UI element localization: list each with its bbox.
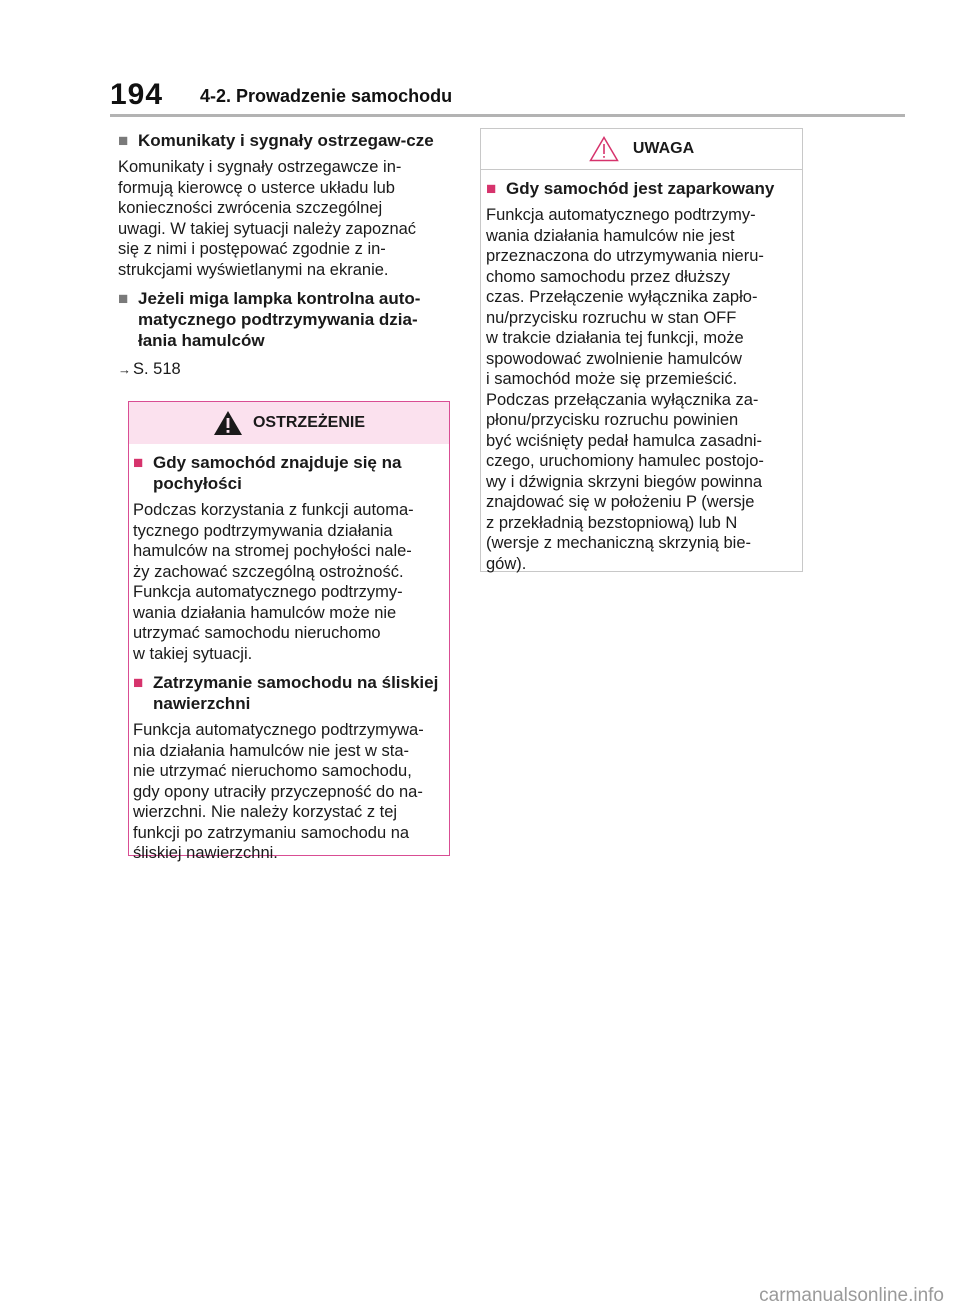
page-number: 194 xyxy=(110,78,164,111)
heading-parked xyxy=(486,178,796,199)
heading-text: Komunikaty i sygnały ostrzegaw-cze xyxy=(138,131,434,150)
notice-title: UWAGA xyxy=(632,140,695,157)
heading-text: Gdy samochód jest zaparkowany xyxy=(506,179,775,198)
arrow-right-icon: → xyxy=(118,362,131,377)
notice-body xyxy=(481,170,802,574)
warning-body xyxy=(129,444,449,864)
heading-slippery xyxy=(133,672,443,714)
heading-text: Zatrzymanie samochodu na śliskiej nawierzchni xyxy=(153,673,439,713)
paragraph-slope: Podczas korzystania z funkcji automa- tycznego podtrzymywania działania hamulców na stromej pochyłości nale- ży zachować szczególną ostrożność. Funkcja automatycznego podtrzymy- wania działania hamulców może nie utrzymać samochodu nieruchomo w takiej sytuacji. xyxy=(133,501,414,663)
notice-title-bar xyxy=(481,129,802,170)
page-reference[interactable] xyxy=(118,359,456,381)
page-reference-text: S. 518 xyxy=(133,360,181,378)
paragraph-warnings: Komunikaty i sygnały ostrzegawcze in- formują kierowcę o usterce układu lub konieczności zwrócenia szczególnej uwagi. W takiej sytuacji należy zapoznać się z nimi i postępować zgodnie z in- strukcjami wyświetlanymi na ekranie. xyxy=(118,158,417,279)
bullet-square: ■ xyxy=(133,673,144,692)
warning-title: OSTRZEŻENIE xyxy=(252,414,365,431)
heading-indicator xyxy=(118,288,456,351)
bullet-square: ■ xyxy=(486,179,497,198)
bullet-square: ■ xyxy=(118,131,129,150)
page-header xyxy=(110,78,905,118)
warning-triangle-outline-icon xyxy=(589,136,619,162)
bullet-square: ■ xyxy=(118,289,129,308)
notice-box xyxy=(480,128,803,572)
warning-box xyxy=(128,401,450,862)
warning-title-bar xyxy=(129,402,449,444)
heading-text: Jeżeli miga lampka kontrolna auto-matycznego podtrzymywania dzia-łania hamulców xyxy=(138,289,421,350)
header-divider xyxy=(110,114,905,117)
heading-slope xyxy=(133,452,443,494)
bullet-square: ■ xyxy=(133,453,144,472)
warning-triangle-filled-icon xyxy=(213,410,243,436)
left-column xyxy=(118,130,456,381)
section-title: 4-2. Prowadzenie samochodu xyxy=(200,86,453,106)
paragraph-parked: Funkcja automatycznego podtrzymy- wania działania hamulców nie jest przeznaczona do utrzymywania nieru- chomo samochodu przez dłuższy czas. Przełączenie wyłącznika zapło- nu/przycisku rozruchu w stan OFF w trakcie działania tej funkcji, może spowodować zwolnienie hamulców i samochód może się przemieścić. Podczas przełączania wyłącznika za- płonu/przycisku rozruchu powinien być wciśnięty pedał hamulca zasadni- czego, uruchomiony hamulec postojo- wy i dźwignia skrzyni biegów powinna znajdować się w położeniu P (wersje z przekładnią bezstopniową) lub N (wersje z mechaniczną skrzynią bie- gów). xyxy=(486,206,764,573)
paragraph-slippery: Funkcja automatycznego podtrzymywa- nia działania hamulców nie jest w sta- nie utrzymać nieruchomo samochodu, gdy opony utraciły przyczepność do na- wierzchni. Nie należy korzystać z tej funkcji po zatrzymaniu samochodu na śliskiej nawierzchni. xyxy=(133,721,424,862)
heading-warnings xyxy=(118,130,456,151)
footer-watermark: carmanualsonline.info xyxy=(759,1285,944,1306)
heading-text: Gdy samochód znajduje się na pochyłości xyxy=(153,453,402,493)
